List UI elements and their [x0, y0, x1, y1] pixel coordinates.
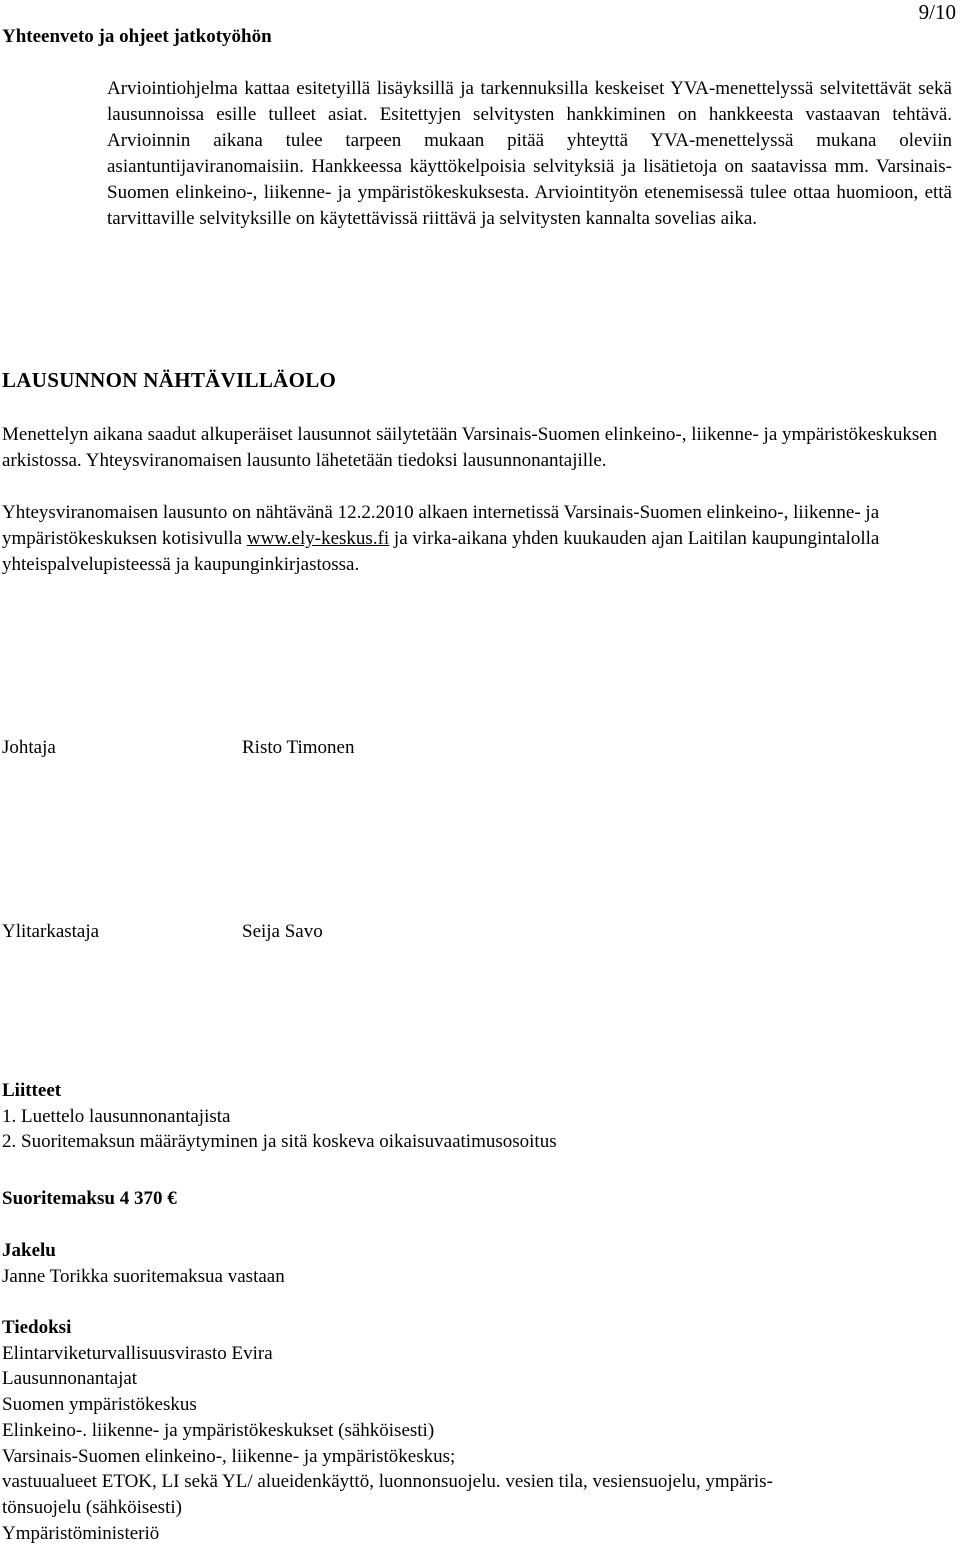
- fee-label: Suoritemaksu 4 370 €: [2, 1188, 177, 1209]
- for-information-item: Ympäristöministeriö: [2, 1522, 160, 1544]
- signature-name-2: Seija Savo: [242, 921, 323, 942]
- signature-role-2: Ylitarkastaja: [2, 921, 100, 942]
- attachment-item: 2. Suoritemaksun määräytyminen ja sitä koskeva oikaisuvaatimusosoitus: [2, 1131, 557, 1153]
- distribution-section: [2, 1238, 285, 1289]
- availability-paragraph-2: [2, 500, 947, 578]
- page-number: 9/10: [918, 0, 956, 24]
- for-information-item: Varsinais-Suomen elinkeino-, liikenne- ja ympäristökeskus;: [2, 1445, 456, 1467]
- availability-text-before-link: Yhteysviranomaisen lausunto on nähtävänä 12.2.2010 alkaen internetissä Varsinais-Suomen elinkeino-, liikenne- ja ympäristökeskuksen kotisivulla: [2, 502, 880, 549]
- availability-text-after-link: ja virka-aikana yhden kuukauden ajan Laitilan kaupungintalolla yhteispalvelupisteessä ja kaupunginkirjastossa.: [2, 528, 880, 575]
- summary-paragraph: Arviointiohjelma kattaa esitetyillä lisäyksillä ja tarkennuksilla keskeiset YVA-menettelyssä selvitettävät sekä lausunnoissa esille tulleet asiat. Esitettyjen selvitysten hankkiminen on hankkeesta vastaavan tehtävä. Arvioinnin aikana tulee tarpeen mukaan pitää yhteyttä YVA-menettelyssä mukana oleviin asiantuntijaviranomaisiin. Hankkeessa käyttökelpoisia selvityksiä ja lisätietoja on saatavissa mm. Varsinais-Suomen elinkeino-, liikenne- ja ympäristökeskuksesta. Arviointityön etenemisessä tulee ottaa huomioon, että tarvittaville selvityksille on käytettävissä riittävä ja selvitysten kannalta sovelias aika.: [107, 78, 952, 229]
- section-heading: Yhteenveto ja ohjeet jatkotyöhön: [2, 26, 272, 47]
- for-information-item: vastuualueet ETOK, LI sekä YL/ alueidenkäyttö, luonnonsuojelu. vesien tila, vesiensuojelu, ympäris-: [2, 1471, 773, 1493]
- attachments-section: [2, 1078, 557, 1155]
- attachment-item: 1. Luettelo lausunnonantajista: [2, 1105, 231, 1127]
- for-information-item: Elinkeino-. liikenne- ja ympäristökeskukset (sähköisesti): [2, 1419, 435, 1441]
- distribution-item: Janne Torikka suoritemaksua vastaan: [2, 1265, 285, 1287]
- for-information-item: Elintarviketurvallisuusvirasto Evira: [2, 1342, 273, 1364]
- availability-paragraph-1: Menettelyn aikana saadut alkuperäiset lausunnot säilytetään Varsinais-Suomen elinkeino-, liikenne- ja ympäristökeskuksen arkistossa. Yhteysviranomaisen lausunto lähetetään tiedoksi lausunnonantajille.: [2, 424, 938, 471]
- availability-title: LAUSUNNON NÄHTÄVILLÄOLO: [2, 368, 337, 392]
- website-link[interactable]: www.ely-keskus.fi: [246, 528, 390, 549]
- signature-name-1: Risto Timonen: [242, 737, 355, 758]
- for-information-title: Tiedoksi: [2, 1317, 72, 1338]
- for-information-section: [2, 1315, 773, 1546]
- for-information-item: Suomen ympäristökeskus: [2, 1394, 197, 1416]
- attachments-title: Liitteet: [2, 1080, 62, 1101]
- distribution-title: Jakelu: [2, 1240, 56, 1261]
- for-information-item: Lausunnonantajat: [2, 1368, 138, 1390]
- summary-block: [107, 76, 952, 232]
- signature-role-1: Johtaja: [2, 737, 56, 758]
- availability-block: [2, 422, 947, 578]
- for-information-item: tönsuojelu (sähköisesti): [2, 1496, 182, 1518]
